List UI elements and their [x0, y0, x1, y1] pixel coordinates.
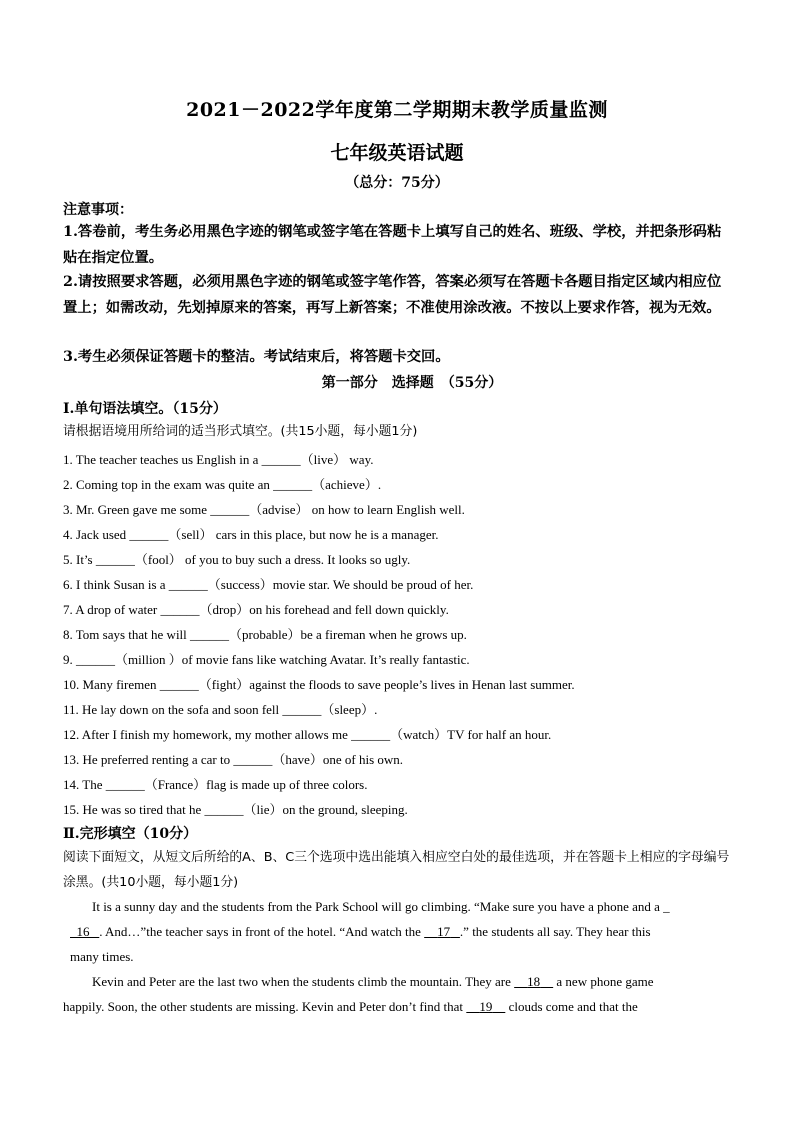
passage-line: many times.: [70, 949, 134, 964]
section-two-heading: Ⅱ.完形填空（10分）: [63, 826, 198, 842]
question-item: 9. ______（million ）of movie fans like watching Avatar. It’s really fantastic.: [63, 652, 470, 667]
question-item: 7. A drop of water ______（drop）on his forehead and fell down quickly.: [63, 602, 449, 617]
question-item: 15. He was so tired that he ______（lie）on the ground, sleeping.: [63, 802, 408, 817]
question-item: 14. The ______（France）flag is made up of three colors.: [63, 777, 368, 792]
blank-16: 16: [76, 924, 90, 939]
passage-line: 16 . And…”the teacher says in front of the hotel. “And watch the 17 .” the students all say. They hear this: [70, 924, 742, 940]
total-score: （总分：75分）: [345, 175, 449, 191]
exam-subtitle: 七年级英语试题: [330, 142, 464, 164]
question-item: 5. It’s ______（fool） of you to buy such a dress. It looks so ugly.: [63, 552, 411, 567]
question-item: 4. Jack used ______（sell） cars in this place, but now he is a manager.: [63, 527, 439, 542]
section-two-instruction: 阅读下面短文，从短文后所给的A、B、C三个选项中选出能填入相应空白处的最佳选项，并在答题卡上相应的字母编号涂黑。(共10小题，每小题1分): [63, 850, 730, 890]
note-item: 1.答卷前，考生务必用黑色字迹的钢笔或签字笔在答题卡上填写自己的姓名、班级、学校，并把条形码粘贴在指定位置。: [63, 224, 722, 266]
question-item: 2. Coming top in the exam was quite an ______（achieve）.: [63, 477, 382, 492]
part-one-heading: 第一部分 选择题 （55分）: [321, 375, 503, 391]
question-item: 12. After I finish my homework, my mother allows me ______（watch）TV for half an hour.: [63, 727, 552, 742]
passage-line: happily. Soon, the other students are missing. Kevin and Peter don’t find that 19 clouds come and that the: [63, 999, 638, 1014]
exam-title: 2021－2022学年度第二学期期末教学质量监测: [186, 99, 608, 121]
section-one-heading: Ⅰ.单句语法填空。（15分）: [63, 401, 227, 417]
question-item: 1. The teacher teaches us English in a ______（live） way.: [63, 452, 374, 467]
question-item: 8. Tom says that he will ______（probable）be a fireman when he grows up.: [63, 627, 467, 642]
question-item: 3. Mr. Green gave me some ______（advise） on how to learn English well.: [63, 502, 465, 517]
question-item: 10. Many firemen ______（fight）against the floods to save people’s lives in Henan last summer.: [63, 677, 575, 692]
question-item: 6. I think Susan is a ______（success）movie star. We should be proud of her.: [63, 577, 474, 592]
section-one-instruction: 请根据语境用所给词的适当形式填空。(共15小题，每小题1分): [63, 424, 418, 439]
question-item: 13. He preferred renting a car to ______（have）one of his own.: [63, 752, 404, 767]
question-item: 11. He lay down on the sofa and soon fell ______（sleep）.: [63, 702, 378, 717]
passage-line: It is a sunny day and the students from the Park School will go climbing. “Make sure you have a phone and a _: [92, 899, 670, 914]
passage-line: Kevin and Peter are the last two when the students climb the mountain. They are 18 a new phone game: [92, 974, 654, 989]
note-item: 2.请按照要求答题，必须用黑色字迹的钢笔或签字笔作答，答案必须写在答题卡各题目指定区域内相应位置上；如需改动，先划掉原来的答案，再写上新答案；不准使用涂改液。不按以上要求作答，视为无效。: [63, 274, 722, 316]
blank-19: 19: [479, 999, 493, 1014]
notes-heading: 注意事项：: [63, 202, 133, 218]
blank-17: 17: [437, 924, 451, 939]
note-item: 3.考生必须保证答题卡的整洁。考试结束后，将答题卡交回。: [63, 349, 450, 365]
blank-18: 18: [527, 974, 541, 989]
